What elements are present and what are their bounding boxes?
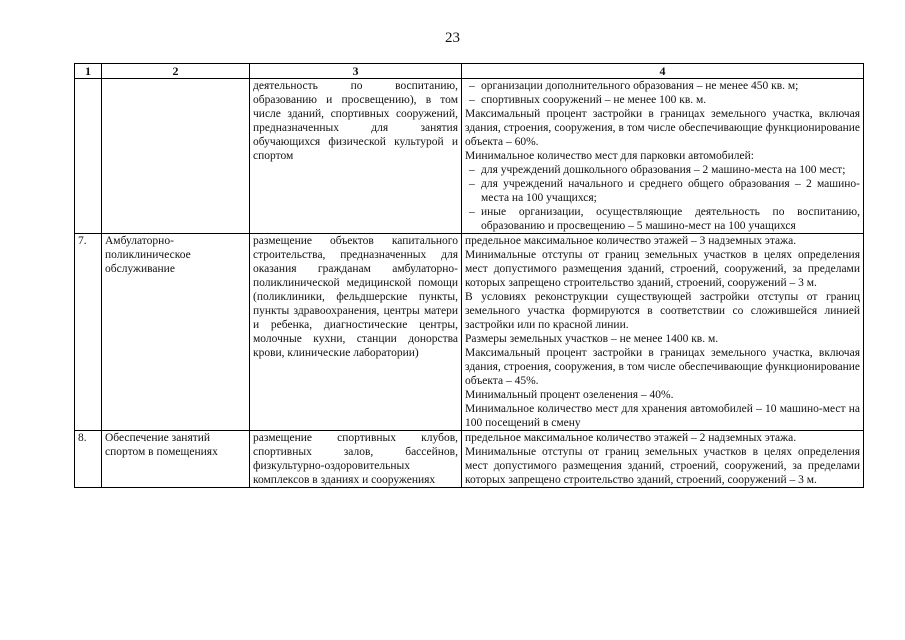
regulations-table xyxy=(74,63,864,488)
dash-bullet-icon: – xyxy=(469,94,475,106)
parameter-text: спортивных сооружений – не менее 100 кв. м. xyxy=(481,94,707,106)
table-row xyxy=(75,79,864,234)
parameter-paragraph: предельное максимальное количество этажей – 2 надземных этажа. xyxy=(465,432,797,444)
description-text: размещение объектов капитального строительства, предназначенных для оказания гражданам амбулаторно-поликлинической медицинской помощи (поликлиники, фельдшерские пункты, пункты здравоохранения, центры матери и ребенка, диагностические центры, молочные кухни, станции донорства крови, клинические лаборатории) xyxy=(253,235,458,359)
use-type-name: Обеспечение занятий спортом в помещениях xyxy=(102,431,250,488)
parameters-cell xyxy=(462,234,864,431)
table-header-row xyxy=(75,64,864,79)
row-number: 8. xyxy=(75,431,102,488)
page-number: 23 xyxy=(445,30,460,46)
parameter-paragraph: Максимальный процент застройки в границах земельного участка, включая здания, строения, сооружения, в том числе обеспечивающие функционирование объекта – 45%. xyxy=(465,347,860,387)
dash-bullet-icon: – xyxy=(469,164,475,176)
table-row xyxy=(75,431,864,488)
dash-bullet-icon: – xyxy=(469,80,475,92)
description-text: деятельность по воспитанию, образованию и просвещению), в том числе зданий, спортивных сооружений, предназначенных для занятия обучающихся физической культурой и спортом xyxy=(253,80,458,162)
description-text: размещение спортивных клубов, спортивных залов, бассейнов, физкультурно-оздоровительных комплексов в зданиях и сооружениях xyxy=(253,432,458,486)
column-header: 4 xyxy=(462,64,864,79)
row-number xyxy=(75,79,102,234)
parameter-paragraph: Минимальное количество мест для парковки автомобилей: xyxy=(465,150,754,162)
parameter-list-item xyxy=(465,93,860,107)
use-type-name xyxy=(102,79,250,234)
parameter-paragraph: Минимальное количество мест для хранения автомобилей – 10 машино-мест на 100 посещений в смену xyxy=(465,403,860,429)
column-header: 1 xyxy=(75,64,102,79)
parameters-cell xyxy=(462,79,864,234)
parameter-list-item xyxy=(465,79,860,93)
parameter-text: для учреждений начального и среднего общего образования – 2 машино-места на 100 учащихся; xyxy=(481,178,860,204)
use-type-description xyxy=(250,79,462,234)
parameter-paragraph: предельное максимальное количество этажей – 3 надземных этажа. xyxy=(465,235,797,247)
use-type-description xyxy=(250,234,462,431)
parameter-text: организации дополнительного образования – не менее 450 кв. м; xyxy=(481,80,799,92)
use-type-name: Амбулаторно-поликлиническое обслуживание xyxy=(102,234,250,431)
use-type-description xyxy=(250,431,462,488)
parameter-list-item xyxy=(465,205,860,233)
parameter-list-item xyxy=(465,177,860,205)
dash-bullet-icon: – xyxy=(469,178,475,190)
parameter-paragraph: В условиях реконструкции существующей застройки отступы от границ земельного участка формируются в соответствии со сложившейся линией застройки или по красной линии. xyxy=(465,291,860,331)
row-number: 7. xyxy=(75,234,102,431)
parameter-paragraph: Минимальный процент озеленения – 40%. xyxy=(465,389,674,401)
dash-bullet-icon: – xyxy=(469,206,475,218)
column-header: 2 xyxy=(102,64,250,79)
table-row xyxy=(75,234,864,431)
parameter-text: иные организации, осуществляющие деятельность по воспитанию, образованию и просвещению – 5 машино-мест на 100 учащихся xyxy=(481,206,860,232)
parameter-text: для учреждений дошкольного образования – 2 машино-места на 100 мест; xyxy=(481,164,846,176)
column-header: 3 xyxy=(250,64,462,79)
parameter-paragraph: Минимальные отступы от границ земельных участков в целях определения мест допустимого размещения зданий, строений, сооружений, за пределами которых запрещено строительство зданий, строений, сооружений – 3 м. xyxy=(465,446,860,486)
parameter-paragraph: Минимальные отступы от границ земельных участков в целях определения мест допустимого размещения зданий, строений, сооружений, за пределами которых запрещено строительство зданий, строений, сооружений – 3 м. xyxy=(465,249,860,289)
parameter-list-item xyxy=(465,163,860,177)
parameter-paragraph: Размеры земельных участков – не менее 1400 кв. м. xyxy=(465,333,719,345)
parameters-cell xyxy=(462,431,864,488)
parameter-paragraph: Максимальный процент застройки в границах земельного участка, включая здания, строения, сооружения, в том числе обеспечивающие функционирование объекта – 60%. xyxy=(465,108,860,148)
